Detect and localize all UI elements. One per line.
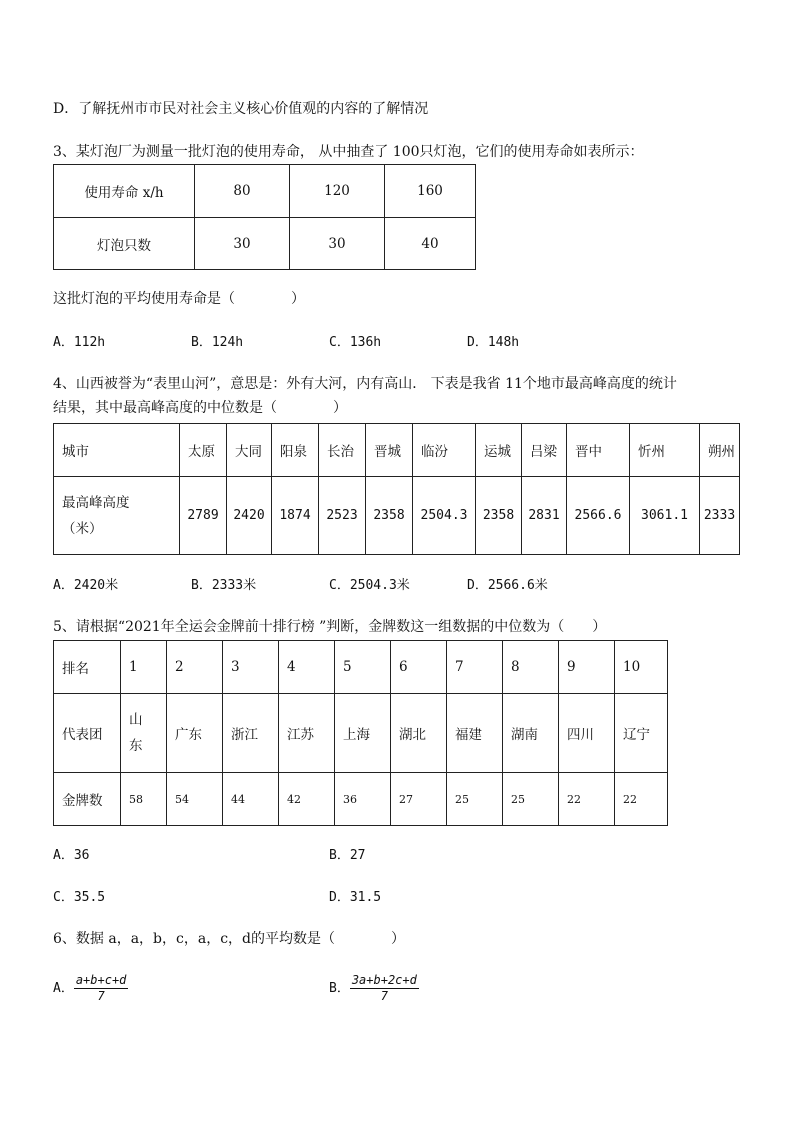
rank-cell: 6	[391, 641, 447, 694]
team-cell-line2: 东	[129, 738, 143, 754]
team-cell: 浙江	[223, 694, 279, 773]
gold-label: 金牌数	[54, 773, 121, 826]
q6-option-a[interactable]	[53, 972, 128, 1006]
city-cell: 吕梁	[522, 424, 567, 477]
rank-cell: 5	[335, 641, 391, 694]
gold-cell: 22	[615, 773, 668, 826]
height-label-line1: 最高峰高度	[62, 494, 130, 511]
fraction-denominator: 7	[380, 989, 388, 1003]
height-cell: 2523	[319, 477, 366, 555]
gold-medal-table	[53, 640, 668, 826]
q6-option-b[interactable]	[329, 972, 419, 1006]
q4-option-a[interactable]: A．2420米	[53, 578, 119, 593]
q3-option-b[interactable]: B．124h	[191, 335, 244, 350]
bulb-count-cell: 30	[290, 218, 385, 270]
height-cell: 2420	[227, 477, 272, 555]
gold-cell: 58	[121, 773, 167, 826]
team-cell: 江苏	[279, 694, 335, 773]
rank-cell: 8	[503, 641, 559, 694]
city-cell: 运城	[476, 424, 522, 477]
team-cell: 福建	[447, 694, 503, 773]
q3-option-d[interactable]: D．148h	[467, 335, 520, 350]
city-cell: 晋中	[567, 424, 630, 477]
gold-cell: 22	[559, 773, 615, 826]
height-cell: 2831	[522, 477, 567, 555]
gold-cell: 44	[223, 773, 279, 826]
height-cell: 3061.1	[630, 477, 700, 555]
team-cell: 广东	[167, 694, 223, 773]
rank-cell: 4	[279, 641, 335, 694]
q5-option-d[interactable]: D．31.5	[329, 890, 382, 905]
team-cell	[121, 694, 167, 773]
gold-cell: 25	[503, 773, 559, 826]
q4-option-d[interactable]: D．2566.6米	[467, 578, 548, 593]
city-cell: 临汾	[413, 424, 476, 477]
rank-cell: 2	[167, 641, 223, 694]
fraction-numerator: a+b+c+d	[75, 973, 127, 987]
team-label: 代表团	[54, 694, 121, 773]
question-3-stem: 3、某灯泡厂为测量一批灯泡的使用寿命， 从中抽查了 100只灯泡，它们的使用寿命如表所示：	[53, 144, 644, 160]
rank-label: 排名	[54, 641, 121, 694]
lifespan-cell: 160	[385, 165, 476, 218]
height-cell: 2789	[180, 477, 227, 555]
city-cell: 长治	[319, 424, 366, 477]
team-cell: 湖北	[391, 694, 447, 773]
city-cell: 太原	[180, 424, 227, 477]
bulb-count-cell: 40	[385, 218, 476, 270]
q4-option-c[interactable]: C．2504.3米	[329, 578, 410, 593]
lifespan-cell: 80	[195, 165, 290, 218]
gold-cell: 42	[279, 773, 335, 826]
team-cell: 辽宁	[615, 694, 668, 773]
lifespan-cell: 120	[290, 165, 385, 218]
q6-option-b-fraction	[350, 973, 419, 1004]
height-label-line2: （米）	[62, 520, 103, 537]
height-cell: 1874	[272, 477, 319, 555]
q4-option-b[interactable]: B．2333米	[191, 578, 257, 593]
team-cell: 上海	[335, 694, 391, 773]
fraction-denominator: 7	[97, 989, 105, 1003]
lifespan-table	[53, 164, 476, 270]
city-cell: 忻州	[630, 424, 700, 477]
q3-option-a[interactable]: A．112h	[53, 335, 106, 350]
height-cell: 2358	[366, 477, 413, 555]
question-2-option-d: D．了解抚州市市民对社会主义核心价值观的内容的了解情况	[53, 101, 429, 117]
q3-option-c[interactable]: C．136h	[329, 335, 382, 350]
rank-cell: 1	[121, 641, 167, 694]
q6-option-b-label: B．	[329, 981, 350, 996]
peak-height-table	[53, 423, 740, 555]
city-cell: 晋城	[366, 424, 413, 477]
rank-cell: 10	[615, 641, 668, 694]
fraction-numerator: 3a+b+2c+d	[351, 973, 417, 987]
bulb-count-cell: 30	[195, 218, 290, 270]
bulb-count-label: 灯泡只数	[54, 218, 195, 270]
team-cell-line1: 山	[129, 712, 143, 728]
team-cell: 四川	[559, 694, 615, 773]
gold-cell: 54	[167, 773, 223, 826]
height-cell: 2333	[700, 477, 740, 555]
city-cell: 阳泉	[272, 424, 319, 477]
question-5-stem: 5、请根据“2021年全运会金牌前十排行榜 ”判断，金牌数这一组数据的中位数为（ ）	[53, 619, 607, 635]
height-cell: 2566.6	[567, 477, 630, 555]
city-header: 城市	[54, 424, 180, 477]
q5-option-a[interactable]: A．36	[53, 848, 90, 863]
lifespan-label: 使用寿命 x/h	[54, 165, 195, 218]
gold-cell: 36	[335, 773, 391, 826]
team-cell: 湖南	[503, 694, 559, 773]
height-cell: 2358	[476, 477, 522, 555]
city-cell: 大同	[227, 424, 272, 477]
height-label	[54, 477, 180, 555]
city-cell: 朔州	[700, 424, 740, 477]
q5-option-c[interactable]: C．35.5	[53, 890, 106, 905]
q6-option-a-label: A．	[53, 981, 74, 996]
question-4-stem-line1: 4、山西被誉为“表里山河”，意思是：外有大河，内有高山． 下表是我省 11个地市最高峰高度的统计	[53, 376, 677, 392]
rank-cell: 9	[559, 641, 615, 694]
rank-cell: 7	[447, 641, 503, 694]
rank-cell: 3	[223, 641, 279, 694]
gold-cell: 25	[447, 773, 503, 826]
question-4-stem-line2: 结果，其中最高峰高度的中位数是（ ）	[53, 400, 347, 416]
q6-option-a-fraction	[74, 973, 129, 1004]
question-3-prompt: 这批灯泡的平均使用寿命是（ ）	[53, 291, 305, 307]
question-6-stem: 6、数据 a，a，b，c，a，c，d的平均数是（ ）	[53, 931, 406, 947]
height-cell: 2504.3	[413, 477, 476, 555]
q5-option-b[interactable]: B．27	[329, 848, 366, 863]
gold-cell: 27	[391, 773, 447, 826]
